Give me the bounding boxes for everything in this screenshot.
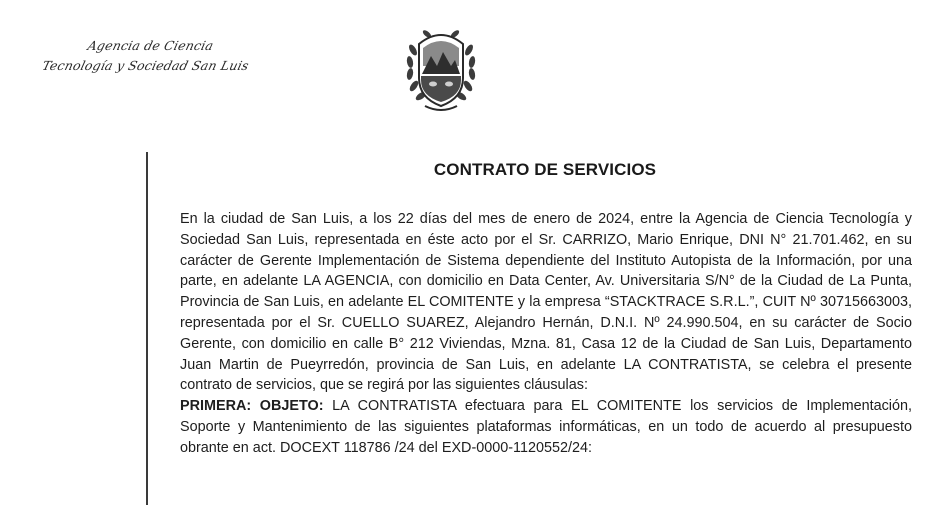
contract-body: [180, 209, 912, 459]
opening-paragraph: En la ciudad de San Luis, a los 22 días del mes de enero de 2024, entre la Agencia de Ciencia Tecnología y Sociedad San Luis, representada en éste acto por el Sr. CARRIZO, Mario Enrique, DNI N° 21.701.462, en su carácter de Gerente Implementación de Sistema dependiente del Instituto Autopista de la Información, por una parte, en adelante LA AGENCIA, con domicilio en Data Center, Av. Universitaria S/N° de la Ciudad de La Punta, Provincia de San Luis, en adelante EL COMITENTE y la empresa “STACKTRACE S.R.L.”, CUIT Nº 30715663003, representada por el Sr. CUELLO SUAREZ, Alejandro Hernán, D.N.I. Nº 24.990.504, en su carácter de Socio Gerente, con domicilio en calle B° 212 Viviendas, Mzna. 81, Casa 12 de la Ciudad de San Luis, Departamento Juan Martin de Pueyrredón, provincia de San Luis, en adelante LA CONTRATISTA, se celebra el presente contrato de servicios, que se regirá por las siguientes cláusulas:: [180, 211, 912, 394]
agency-logo-line-2: Tecnología y Sociedad San Luis: [40, 58, 251, 73]
agency-logo: [33, 36, 263, 76]
agency-logo-line-1: Agencia de Ciencia: [86, 38, 216, 53]
clause-primera: [180, 396, 912, 458]
clause-heading: PRIMERA: OBJETO:: [180, 398, 324, 415]
provincial-coat-of-arms-icon: [403, 20, 479, 114]
margin-rule: [146, 152, 148, 505]
clause-text: LA CONTRATISTA efectuara para EL COMITENTE los servicios de Implementación, Soporte y Mantenimiento de las siguientes plataformas informáticas, en un todo de acuerdo al presupuesto obrante en act. DOCEXT 118786 /24 del EXD-0000-1120552/24:: [180, 398, 913, 456]
document-title: CONTRATO DE SERVICIOS: [433, 160, 657, 179]
